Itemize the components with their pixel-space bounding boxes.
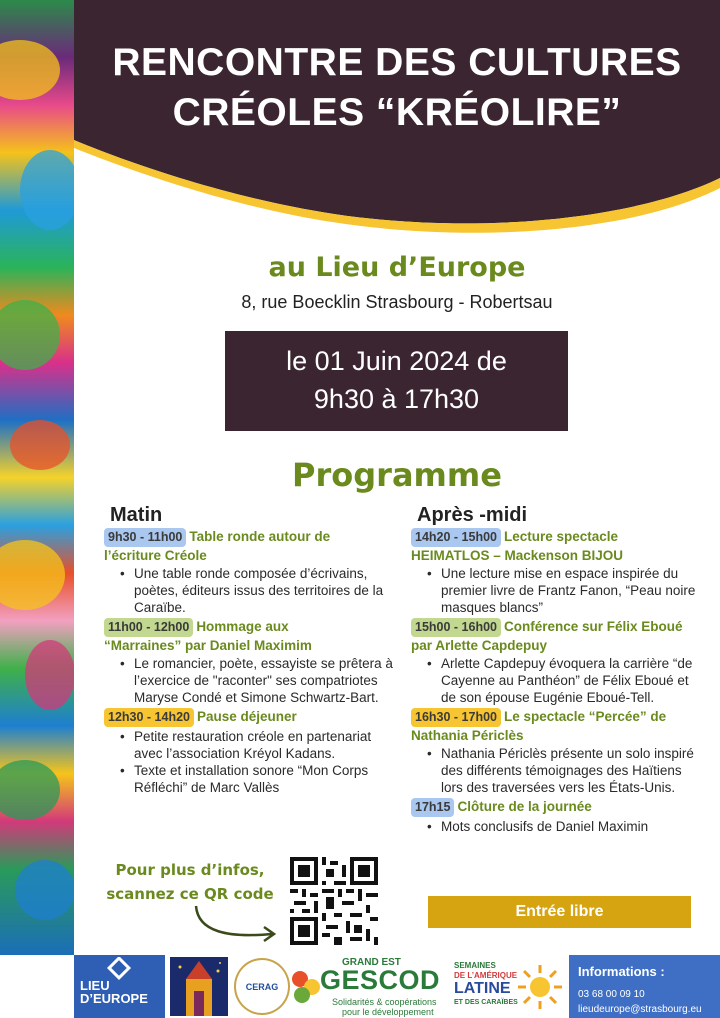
programme-title: Programme [292, 456, 502, 494]
schedule-slot [411, 798, 701, 835]
afternoon-column [411, 504, 701, 837]
schedule-slot [104, 618, 394, 706]
slot-title-continued: “Marraines” par Daniel Maximim [104, 638, 312, 653]
slot-title-text: Conférence sur Félix Eboué [504, 619, 683, 634]
slot-title [104, 618, 394, 654]
schedule-slot [104, 528, 394, 616]
venue-name: au Lieu d’Europe [268, 252, 526, 283]
slot-title-continued: Nathania Périclès [411, 728, 524, 743]
time-badge: 17h15 [411, 798, 454, 817]
slot-bullets [425, 745, 701, 796]
slot-title-continued: l’écriture Créole [104, 548, 207, 563]
bullet-item: • Petite restauration créole en partenariat avec l’association Kréyol Kadans. [118, 728, 394, 762]
date-line-2: 9h30 à 17h30 [313, 384, 480, 414]
information-email[interactable]: lieudeurope@strasbourg.eu [578, 1004, 702, 1015]
entry-free-button[interactable]: Entrée libre [428, 896, 691, 928]
gescod-name: GESCOD [320, 965, 441, 995]
slot-title-continued: par Arlette Capdepuy [411, 638, 548, 653]
bullet-item: • Arlette Capdepuy évoquera la carrière “de Cayenne au Panthéon” de Félix Eboué et de son épouse Eugénie Eboué-Tell. [425, 655, 701, 706]
gescod-top-text: GRAND EST [342, 957, 401, 968]
venue-address: 8, rue Boecklin Strasbourg - Robertsau [241, 292, 553, 312]
schedule-slot [411, 528, 701, 616]
slot-title [411, 798, 701, 817]
slot-title [104, 708, 394, 727]
time-badge: 14h20 - 15h00 [411, 528, 501, 547]
semaines-line-4: ET DES CARAÏBES [454, 999, 518, 1006]
qr-instructions [90, 858, 290, 906]
time-badge: 15h00 - 16h00 [411, 618, 501, 637]
slot-title-text: Table ronde autour de [189, 529, 331, 544]
bullet-item: • Une table ronde composée d’écrivains, poètes, éditeurs issus des territoires de la Caraïbe. [118, 565, 394, 616]
footer-partners [74, 955, 720, 1018]
bullet-item: • Nathania Périclès présente un solo inspiré des différents témoignages des Haïtiens lors des traversées vers les États-Unis. [425, 745, 701, 796]
gescod-subtitle-2: pour le développement [342, 1007, 434, 1017]
lieu-europe-line-1: LIEU [80, 978, 110, 993]
slot-bullets [118, 655, 394, 706]
qr-code-icon [290, 857, 378, 945]
slot-bullets [425, 655, 701, 706]
slot-title-text: Hommage aux [196, 619, 289, 634]
information-phone[interactable]: 03 68 00 09 10 [578, 989, 645, 1000]
bullet-item: • Le romancier, poète, essayiste se prêtera à l’exercice de "raconter" ses compatriotes Maryse Condé et Simone Schwartz-Bart. [118, 655, 394, 706]
bullet-item: • Une lecture mise en espace inspirée du premier livre de Frantz Fanon, “Peau noire masques blancs” [425, 565, 701, 616]
qr-code[interactable] [290, 857, 378, 945]
morning-column [104, 504, 394, 798]
semaines-amerique-latine-logo[interactable] [452, 959, 566, 1015]
slot-title [411, 708, 701, 744]
title-line-2: CRÉOLES “KRÉOLIRE” [172, 91, 622, 134]
slot-bullets [425, 818, 701, 835]
schedule-slot [411, 708, 701, 796]
slot-bullets [118, 728, 394, 796]
semaines-line-2: DE L’AMÉRIQUE [454, 971, 518, 980]
bullet-item: • Texte et installation sonore “Mon Corps Réfléchi” de Marc Vallès [118, 762, 394, 796]
cerag-logo-text: CERAG [245, 982, 279, 992]
time-badge: 12h30 - 14h20 [104, 708, 194, 727]
morning-heading: Matin [110, 504, 163, 526]
slot-title-continued: HEIMATLOS – Mackenson BIJOU [411, 548, 624, 563]
slot-title [411, 528, 701, 564]
slot-bullets [425, 565, 701, 616]
title-line-1: RENCONTRE DES CULTURES [112, 41, 682, 84]
gescod-emblem-icon [290, 967, 324, 1007]
semaines-line-1: SEMAINES [454, 961, 496, 970]
slot-title [104, 528, 394, 564]
slot-title-text: Le spectacle “Percée” de [504, 709, 667, 724]
lieu-europe-line-2: D’EUROPE [80, 991, 148, 1006]
afternoon-heading: Après -midi [417, 504, 528, 526]
gescod-logo[interactable] [290, 955, 450, 1018]
slot-title-text: Clôture de la journée [457, 799, 592, 814]
slot-title-text: Lecture spectacle [504, 529, 619, 544]
semaines-line-3: LATINE [454, 980, 511, 997]
slot-bullets [118, 565, 394, 616]
lieu-europe-logo[interactable] [74, 955, 165, 1018]
qr-instructions-line-1: Pour plus d’infos, [115, 861, 265, 879]
gescod-subtitle-1: Solidarités & coopérations [332, 997, 437, 1007]
information-heading: Informations : [578, 964, 665, 979]
qr-instructions-line-2: scannez ce QR code [106, 885, 274, 903]
bullet-item: • Mots conclusifs de Daniel Maximin [425, 818, 701, 835]
time-badge: 16h30 - 17h00 [411, 708, 501, 727]
sun-icon [516, 963, 564, 1011]
page-title [74, 38, 720, 138]
schedule-slot [104, 708, 394, 796]
date-line-1: le 01 Juin 2024 de [286, 346, 507, 376]
time-badge: 11h00 - 12h00 [104, 618, 193, 637]
date-box [225, 331, 568, 431]
lieu-europe-logo-text [80, 979, 148, 1005]
curved-arrow-icon [188, 902, 282, 944]
information-box [569, 955, 720, 1018]
cathedral-icon [170, 957, 228, 1016]
cerag-logo[interactable] [234, 958, 290, 1015]
schedule-slot [411, 618, 701, 706]
cathedral-logo[interactable] [170, 957, 228, 1016]
slot-title [411, 618, 701, 654]
time-badge: 9h30 - 11h00 [104, 528, 186, 547]
slot-title-text: Pause déjeuner [197, 709, 297, 724]
decorative-fabric-strip [0, 0, 74, 955]
